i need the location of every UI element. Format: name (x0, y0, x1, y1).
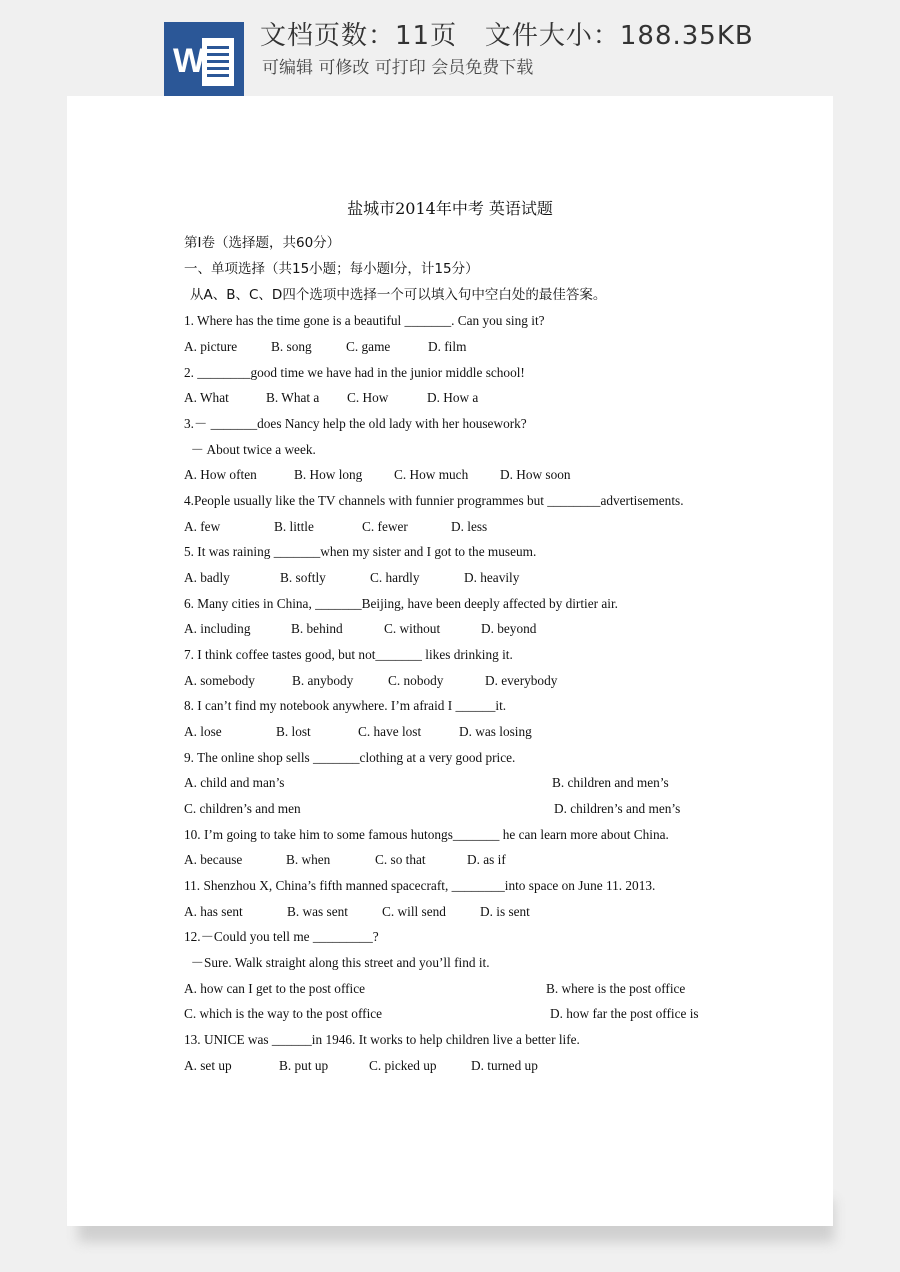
question-option: D. everybody (485, 673, 558, 688)
question-option: C. have lost (358, 724, 422, 739)
question-option: A. somebody (184, 673, 255, 688)
question-option: A. badly (184, 570, 230, 585)
question-option: A. What (184, 390, 229, 405)
question-option: C. without (384, 621, 441, 636)
question-option: B. was sent (287, 904, 348, 919)
word-document-icon (164, 22, 244, 96)
section-heading: 第Ⅰ卷（选择题，共60分） (184, 235, 341, 251)
question-option: D. how far the post office is (550, 1006, 699, 1021)
question-stem: 10. I’m going to take him to some famous hutongs_______ he can learn more about China. (184, 827, 669, 842)
document-sheet-graphic (202, 38, 234, 86)
question-stem: 2. ________good time we have had in the junior middle school! (184, 365, 525, 380)
word-letter: W (172, 42, 206, 80)
question-option: A. child and man’s (184, 775, 285, 790)
document-info-header (0, 0, 900, 96)
question-option: B. when (286, 852, 331, 867)
question-option: B. lost (276, 724, 311, 739)
document-page (67, 96, 833, 1226)
question-stem: 8. I can’t find my notebook anywhere. I’m afraid I ______it. (184, 698, 507, 713)
question-stem: 5. It was raining _______when my sister and I got to the museum. (184, 544, 537, 559)
instruction-text: 从A、B、C、D四个选项中选择一个可以填入句中空白处的最佳答案。 (190, 287, 607, 303)
question-option: B. put up (279, 1058, 329, 1073)
question-option: A. how can I get to the post office (184, 981, 366, 996)
question-stem: 6. Many cities in China, _______Beijing, have been deeply affected by dirtier air. (184, 596, 618, 611)
question-option: C. picked up (369, 1058, 437, 1073)
question-option: A. has sent (184, 904, 243, 919)
question-option: D. heavily (464, 570, 520, 585)
question-option: C. game (346, 339, 391, 354)
question-option: B. where is the post office (546, 981, 686, 996)
question-option: B. behind (291, 621, 343, 636)
question-stem: 4.People usually like the TV channels with funnier programmes but ________advertisements. (184, 493, 684, 508)
question-option: B. What a (266, 390, 320, 405)
question-option: C. so that (375, 852, 426, 867)
question-option: D. children’s and men’s (554, 801, 681, 816)
question-option: B. little (274, 519, 314, 534)
question-option: D. turned up (471, 1058, 538, 1073)
question-option: C. children’s and men (184, 801, 301, 816)
question-option: A. lose (184, 724, 222, 739)
question-dialogue-reply: － About twice a week. (184, 442, 316, 457)
question-stem: 1. Where has the time gone is a beautiful _______. Can you sing it? (184, 313, 545, 328)
question-option: C. How (347, 390, 389, 405)
question-stem: 11. Shenzhou X, China’s fifth manned spacecraft, ________into space on June 11. 2013. (184, 878, 656, 893)
question-option: C. nobody (388, 673, 444, 688)
question-option: A. because (184, 852, 243, 867)
question-stem: 7. I think coffee tastes good, but not_______ likes drinking it. (184, 647, 513, 662)
question-stem: 3.－ _______does Nancy help the old lady with her housework? (184, 416, 527, 431)
question-option: C. fewer (362, 519, 408, 534)
question-dialogue-reply: －Sure. Walk straight along this street and you’ll find it. (184, 955, 490, 970)
question-option: B. anybody (292, 673, 354, 688)
exam-title: 盐城市2014年中考 英语试题 (347, 199, 553, 218)
question-option: A. How often (184, 467, 257, 482)
question-option: D. was losing (459, 724, 532, 739)
question-option: C. hardly (370, 570, 420, 585)
document-meta-subtitle: 可编辑 可修改 可打印 会员免费下载 (262, 58, 534, 78)
question-option: D. as if (467, 852, 506, 867)
question-option: A. including (184, 621, 251, 636)
question-option: D. is sent (480, 904, 530, 919)
question-option: C. will send (382, 904, 446, 919)
question-option: B. song (271, 339, 312, 354)
question-option: A. picture (184, 339, 238, 354)
question-stem: 13. UNICE was ______in 1946. It works to help children live a better life. (184, 1032, 580, 1047)
question-stem: 9. The online shop sells _______clothing at a very good price. (184, 750, 516, 765)
question-option: B. children and men’s (552, 775, 669, 790)
question-option: B. How long (294, 467, 363, 482)
question-option: D. beyond (481, 621, 537, 636)
question-option: D. How soon (500, 467, 571, 482)
question-option: C. How much (394, 467, 469, 482)
question-option: D. How a (427, 390, 479, 405)
question-option: B. softly (280, 570, 326, 585)
document-meta-title: 文档页数：11页 文件大小：188.35KB (260, 21, 754, 51)
question-option: D. film (428, 339, 467, 354)
part-heading: 一、单项选择（共15小题；每小题l分，计15分） (184, 261, 479, 277)
question-option: A. set up (184, 1058, 232, 1073)
question-option: C. which is the way to the post office (184, 1006, 383, 1021)
question-stem: 12.－Could you tell me _________? (184, 929, 379, 944)
question-option: A. few (184, 519, 221, 534)
question-option: D. less (451, 519, 488, 534)
